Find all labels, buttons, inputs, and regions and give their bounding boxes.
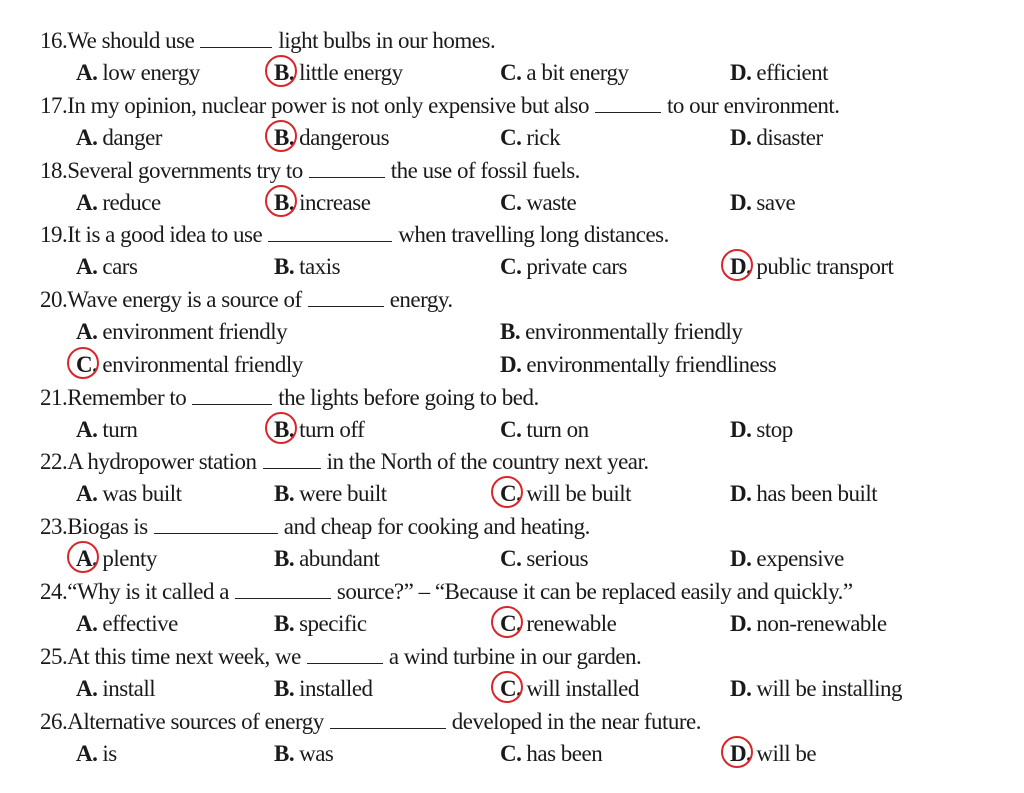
- question-number: 17.: [40, 92, 68, 118]
- option-text: cars: [102, 254, 138, 280]
- question-25: [40, 643, 641, 671]
- option-d[interactable]: [730, 740, 816, 768]
- option-text: has been built: [756, 481, 878, 507]
- option-letter: D.: [730, 741, 751, 766]
- question-stem-end: the use of fossil fuels.: [390, 157, 580, 183]
- option-letter: A.: [76, 124, 98, 150]
- option-letter: C.: [500, 189, 522, 215]
- question-21: [40, 384, 539, 412]
- option-letter: D.: [730, 124, 752, 150]
- option-letter: A.: [76, 610, 98, 636]
- question-number: 18.: [40, 157, 68, 183]
- option-text: was built: [102, 481, 182, 507]
- answer-circle-mark: [265, 412, 297, 444]
- answer-blank: [154, 513, 278, 534]
- option-a[interactable]: [76, 189, 161, 217]
- option-text: low energy: [102, 60, 200, 85]
- option-b[interactable]: [274, 545, 379, 573]
- option-text: installed: [299, 675, 373, 701]
- answer-blank: [308, 286, 384, 307]
- option-a[interactable]: [76, 253, 137, 281]
- option-letter: A.: [76, 546, 97, 571]
- option-letter: C.: [500, 254, 522, 280]
- option-b[interactable]: [274, 740, 333, 768]
- option-text: danger: [102, 124, 162, 150]
- option-letter: B.: [274, 610, 295, 636]
- answer-circle-mark: [265, 185, 297, 217]
- option-a[interactable]: [76, 480, 182, 508]
- answer-circle-mark: [491, 606, 523, 638]
- option-d[interactable]: [500, 351, 776, 379]
- answer-blank: [235, 578, 331, 599]
- answer-circle-mark: [67, 347, 99, 379]
- option-letter: A.: [76, 416, 98, 442]
- option-d[interactable]: [730, 675, 902, 703]
- option-c[interactable]: [500, 416, 589, 444]
- option-text: expensive: [756, 546, 844, 572]
- question-number: 22.: [40, 449, 68, 475]
- answer-circle-mark: [67, 541, 99, 573]
- option-d[interactable]: [730, 416, 793, 444]
- question-stem-start: Several governments try to: [67, 157, 303, 183]
- answer-circle-mark: [265, 120, 297, 152]
- option-text: environmentally friendly: [525, 319, 743, 345]
- question-stem-end: a wind turbine in our garden.: [388, 643, 642, 669]
- option-letter: C.: [500, 740, 522, 766]
- option-d[interactable]: [730, 59, 828, 87]
- option-a[interactable]: [76, 124, 162, 152]
- option-text: install: [102, 675, 156, 701]
- question-number: 26.: [40, 708, 68, 734]
- option-b[interactable]: [274, 675, 373, 703]
- option-text: will installed: [526, 675, 639, 701]
- question-stem-start: Remember to: [67, 384, 187, 410]
- option-letter: B.: [274, 675, 295, 701]
- option-letter: B.: [274, 546, 295, 572]
- option-a[interactable]: [76, 545, 157, 573]
- option-c[interactable]: [500, 610, 616, 638]
- option-c[interactable]: [500, 124, 560, 152]
- option-text: will be installing: [756, 675, 902, 701]
- option-letter: C.: [500, 546, 522, 572]
- option-d[interactable]: [730, 480, 877, 508]
- answer-blank: [192, 384, 272, 405]
- option-text: is: [102, 740, 117, 766]
- question-number: 21.: [40, 384, 68, 410]
- question-number: 24.: [40, 578, 68, 604]
- question-number: 19.: [40, 222, 68, 248]
- option-letter: A.: [76, 60, 98, 85]
- answer-blank: [309, 157, 385, 178]
- option-text: was: [299, 740, 334, 766]
- question-stem-end: developed in the near future.: [451, 708, 702, 734]
- option-letter: D.: [730, 675, 752, 701]
- option-c[interactable]: [500, 189, 576, 217]
- option-text: environmental friendly: [102, 351, 303, 377]
- option-b[interactable]: [274, 59, 403, 87]
- answer-blank: [263, 448, 321, 469]
- option-letter: B.: [274, 481, 295, 507]
- option-text: rick: [526, 124, 561, 150]
- option-text: were built: [299, 481, 387, 507]
- question-stem-end: the lights before going to bed.: [278, 384, 539, 410]
- question-number: 25.: [40, 643, 68, 669]
- option-b[interactable]: [274, 610, 367, 638]
- option-c[interactable]: [500, 545, 588, 573]
- question-17: [40, 92, 840, 120]
- option-text: non-renewable: [756, 610, 887, 636]
- question-23: [40, 513, 590, 541]
- question-stem-end: when travelling long distances.: [398, 222, 669, 248]
- question-18: [40, 157, 580, 185]
- option-text: specific: [299, 610, 367, 636]
- option-letter: A.: [76, 481, 98, 507]
- option-b[interactable]: [274, 189, 370, 217]
- option-letter: C.: [76, 352, 97, 377]
- option-text: taxis: [299, 254, 341, 280]
- question-20: [40, 286, 453, 314]
- question-stem-start: “Why is it called a: [67, 578, 229, 604]
- option-letter: B.: [274, 740, 295, 766]
- option-letter: A.: [76, 254, 98, 280]
- answer-blank: [200, 27, 272, 48]
- option-text: increase: [299, 189, 371, 215]
- question-stem-start: We should use: [67, 28, 195, 53]
- option-a[interactable]: [76, 59, 200, 87]
- option-d[interactable]: [730, 545, 844, 573]
- option-text: waste: [526, 189, 577, 215]
- question-stem-start: Alternative sources of energy: [67, 708, 324, 734]
- option-letter: D.: [500, 351, 522, 377]
- option-text: little energy: [299, 60, 403, 85]
- option-c[interactable]: [500, 253, 627, 281]
- question-stem-end: and cheap for cooking and heating.: [283, 514, 590, 540]
- option-text: will be: [756, 740, 817, 766]
- option-text: dangerous: [299, 124, 390, 150]
- option-letter: A.: [76, 740, 98, 766]
- option-b[interactable]: [500, 318, 742, 346]
- option-text: effective: [102, 610, 178, 636]
- option-letter: B.: [274, 190, 294, 215]
- option-text: plenty: [102, 546, 157, 572]
- option-letter: C.: [500, 416, 522, 442]
- option-letter: C.: [500, 481, 521, 506]
- answer-blank: [330, 708, 446, 729]
- option-c[interactable]: [500, 675, 639, 703]
- option-text: environmentally friendliness: [526, 351, 777, 377]
- question-stem-end: light bulbs in our homes.: [278, 28, 496, 53]
- option-a[interactable]: [76, 318, 287, 346]
- option-letter: D.: [730, 60, 752, 85]
- question-stem-start: It is a good idea to use: [67, 222, 263, 248]
- option-c[interactable]: [500, 480, 631, 508]
- question-stem-end: in the North of the country next year.: [326, 449, 649, 475]
- question-number: 23.: [40, 514, 68, 540]
- option-letter: A.: [76, 675, 98, 701]
- answer-blank: [268, 221, 392, 242]
- option-letter: D.: [730, 546, 752, 572]
- option-letter: B.: [500, 319, 521, 345]
- option-b[interactable]: [274, 253, 340, 281]
- option-letter: A.: [76, 319, 98, 345]
- question-16: [40, 27, 495, 55]
- answer-blank: [595, 92, 661, 113]
- option-text: renewable: [526, 610, 617, 636]
- question-24: [40, 578, 853, 606]
- answer-circle-mark: [491, 671, 523, 703]
- option-letter: C.: [500, 611, 521, 636]
- option-text: turn on: [526, 416, 589, 442]
- option-text: turn off: [299, 416, 365, 442]
- option-text: reduce: [102, 189, 161, 215]
- question-stem-start: A hydropower station: [67, 449, 257, 475]
- option-c[interactable]: [500, 59, 629, 87]
- question-number: 16.: [40, 28, 68, 53]
- answer-circle-mark: [265, 55, 297, 87]
- option-text: will be built: [526, 481, 632, 507]
- question-stem-start: At this time next week, we: [67, 643, 301, 669]
- option-letter: C.: [500, 676, 521, 701]
- question-stem-start: In my opinion, nuclear power is not only expensive but also: [67, 92, 590, 118]
- option-letter: D.: [730, 416, 752, 442]
- question-19: [40, 221, 669, 249]
- answer-circle-mark: [491, 476, 523, 508]
- option-text: private cars: [526, 254, 628, 280]
- answer-circle-mark: [721, 249, 753, 281]
- option-text: abundant: [299, 546, 380, 572]
- option-b[interactable]: [274, 416, 364, 444]
- answer-blank: [307, 643, 383, 664]
- option-text: a bit energy: [526, 60, 629, 85]
- option-text: public transport: [756, 254, 894, 280]
- option-d[interactable]: [730, 124, 823, 152]
- option-letter: C.: [500, 60, 522, 85]
- option-letter: B.: [274, 125, 294, 150]
- option-letter: B.: [274, 60, 294, 85]
- option-text: efficient: [756, 60, 829, 85]
- option-letter: C.: [500, 124, 522, 150]
- option-text: has been: [526, 740, 603, 766]
- question-stem-end: to our environment.: [667, 92, 840, 118]
- option-a[interactable]: [76, 740, 117, 768]
- question-stem-start: Biogas is: [67, 514, 148, 540]
- option-c[interactable]: [76, 351, 303, 379]
- option-c[interactable]: [500, 740, 602, 768]
- option-text: serious: [526, 546, 589, 572]
- option-letter: A.: [76, 189, 98, 215]
- option-text: stop: [756, 416, 793, 442]
- option-letter: B.: [274, 417, 294, 442]
- option-d[interactable]: [730, 189, 795, 217]
- question-26: [40, 708, 701, 736]
- option-a[interactable]: [76, 416, 137, 444]
- question-22: [40, 448, 649, 476]
- question-stem-end: energy.: [389, 287, 453, 313]
- option-d[interactable]: [730, 253, 893, 281]
- option-letter: D.: [730, 189, 752, 215]
- option-d[interactable]: [730, 610, 887, 638]
- option-letter: D.: [730, 610, 752, 636]
- option-a[interactable]: [76, 675, 155, 703]
- option-text: disaster: [756, 124, 823, 150]
- answer-circle-mark: [721, 736, 753, 768]
- option-b[interactable]: [274, 124, 389, 152]
- option-letter: D.: [730, 481, 752, 507]
- option-a[interactable]: [76, 610, 178, 638]
- question-stem-end: source?” – “Because it can be replaced easily and quickly.”: [336, 578, 853, 604]
- question-number: 20.: [40, 287, 68, 313]
- option-text: environment friendly: [102, 319, 288, 345]
- option-letter: B.: [274, 254, 295, 280]
- option-letter: D.: [730, 254, 751, 279]
- option-b[interactable]: [274, 480, 387, 508]
- option-text: turn: [102, 416, 138, 442]
- question-stem-start: Wave energy is a source of: [67, 287, 302, 313]
- option-text: save: [756, 189, 796, 215]
